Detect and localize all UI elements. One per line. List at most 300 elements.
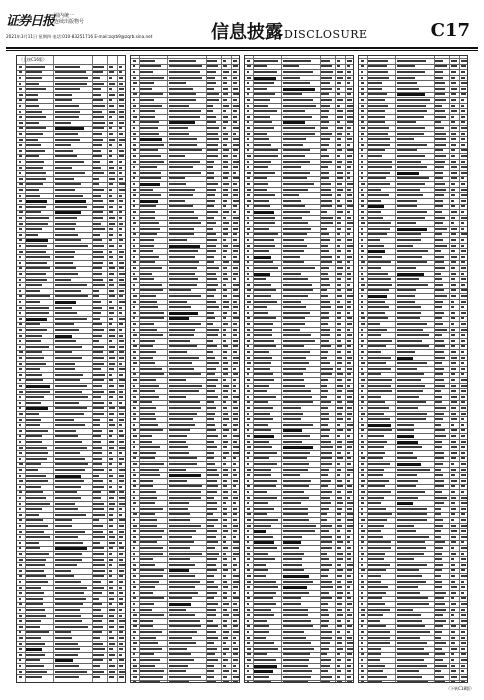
- table-cell-text: [321, 261, 332, 263]
- table-cell-text: [337, 396, 341, 398]
- table-cell-text: [169, 390, 200, 392]
- table-cell-text: [26, 609, 45, 611]
- table-cell-text: [451, 351, 457, 353]
- table-cell-text: [347, 306, 352, 308]
- table-cell-text: [283, 329, 301, 331]
- table-cell-text: [361, 469, 365, 471]
- table-cell-text: [109, 547, 113, 549]
- table-cell-text: [55, 643, 78, 645]
- table-cell-text: [133, 597, 137, 599]
- table-cell-text: [451, 362, 456, 364]
- table-cell-text: [461, 586, 465, 588]
- table-cell-text: [140, 65, 161, 67]
- table-cell-text: [93, 536, 105, 538]
- table-cell-text: [347, 205, 353, 207]
- table-cell-text: [361, 289, 364, 291]
- table-row-divider: [131, 640, 239, 641]
- table-cell-text: [283, 625, 313, 627]
- table-cell-text: [435, 323, 443, 325]
- table-cell-text: [133, 329, 135, 331]
- table-cell-text: [283, 273, 301, 275]
- continued-from-label: （上接C16版）: [19, 57, 47, 62]
- table-row-divider: [359, 472, 467, 473]
- table-cell-text: [133, 93, 137, 95]
- table-cell-text: [19, 351, 23, 353]
- table-cell-text: [368, 536, 382, 538]
- table-row-divider: [245, 612, 353, 613]
- table-cell-text: [283, 429, 302, 432]
- table-cell-text: [397, 446, 422, 448]
- table-cell-text: [361, 362, 365, 364]
- table-cell-text: [247, 575, 251, 577]
- table-cell-text: [347, 429, 352, 431]
- table-cell-text: [397, 631, 430, 633]
- table-cell-text: [26, 374, 42, 376]
- table-cell-text: [140, 620, 153, 622]
- table-cell-text: [109, 581, 114, 583]
- table-cell-text: [347, 541, 350, 543]
- table-row-divider: [245, 276, 353, 277]
- table-cell-text: [321, 614, 329, 616]
- table-cell-text: [26, 620, 41, 622]
- table-row-divider: [131, 360, 239, 361]
- table-cell-text: [55, 340, 76, 342]
- table-cell-text: [133, 670, 137, 672]
- table-cell-text: [337, 351, 342, 353]
- table-cell-text: [169, 289, 192, 291]
- table-cell-text: [451, 82, 456, 84]
- table-cell-text: [55, 514, 86, 516]
- table-cell-text: [140, 357, 153, 359]
- table-cell-text: [109, 637, 114, 639]
- table-cell-text: [207, 446, 217, 448]
- table-cell-text: [435, 278, 441, 280]
- table-cell-text: [368, 278, 391, 280]
- table-cell-text: [337, 670, 341, 672]
- table-cell-text: [451, 166, 457, 168]
- table-cell-text: [321, 155, 329, 157]
- table-cell-text: [254, 368, 270, 370]
- table-cell-text: [247, 659, 251, 661]
- table-cell-text: [140, 306, 158, 308]
- table-cell-text: [435, 558, 441, 560]
- table-cell-text: [133, 429, 136, 431]
- table-cell-text: [347, 586, 350, 588]
- table-cell-text: [451, 541, 456, 543]
- table-cell-text: [461, 329, 467, 331]
- table-cell-text: [368, 172, 390, 174]
- table-cell-text: [19, 211, 23, 213]
- table-cell-text: [93, 637, 100, 639]
- table-cell-text: [368, 155, 381, 157]
- table-cell-text: [247, 497, 250, 499]
- table-cell-text: [207, 60, 217, 62]
- table-cell-text: [133, 592, 135, 594]
- table-cell-text: [347, 261, 351, 263]
- table-cell-text: [93, 609, 101, 611]
- table-cell-text: [254, 418, 273, 420]
- table-row-divider: [131, 545, 239, 546]
- table-cell-text: [109, 564, 113, 566]
- table-cell-text: [207, 435, 217, 437]
- table-cell-text: [254, 222, 275, 224]
- table-cell-text: [461, 82, 467, 84]
- table-cell-text: [435, 452, 444, 454]
- table-cell-text: [223, 446, 227, 448]
- table-cell-text: [254, 306, 267, 308]
- table-cell-text: [254, 177, 267, 179]
- table-cell-text: [435, 424, 441, 426]
- table-cell-text: [461, 166, 467, 168]
- table-cell-text: [109, 273, 114, 275]
- table-cell-text: [133, 194, 136, 196]
- table-cell-text: [55, 486, 81, 488]
- table-cell-text: [283, 519, 309, 521]
- table-cell-text: [337, 441, 343, 443]
- table-cell-text: [283, 183, 315, 185]
- table-cell-text: [93, 295, 99, 297]
- table-cell-text: [283, 648, 314, 650]
- table-cell-text: [169, 575, 195, 577]
- table-cell-text: [26, 94, 38, 96]
- table-cell-text: [26, 536, 50, 538]
- table-cell-text: [337, 217, 341, 219]
- table-cell-text: [133, 362, 137, 364]
- table-cell-text: [283, 172, 310, 174]
- table-cell-text: [119, 452, 123, 454]
- table-cell-text: [169, 642, 196, 644]
- table-cell-text: [119, 290, 125, 292]
- table-row-divider: [245, 556, 353, 557]
- table-cell-text: [223, 177, 228, 179]
- table-cell-text: [461, 558, 467, 560]
- table-cell-text: [347, 245, 353, 247]
- table-cell-text: [397, 110, 427, 112]
- table-row-divider: [131, 332, 239, 333]
- table-cell-text: [368, 665, 385, 667]
- table-cell-text: [19, 318, 22, 320]
- table-cell-text: [368, 239, 380, 241]
- table-row-divider: [17, 198, 125, 199]
- table-cell-text: [337, 71, 343, 73]
- table-cell-text: [19, 603, 23, 605]
- table-cell-text: [361, 71, 364, 73]
- table-cell-text: [207, 513, 213, 515]
- table-cell-text: [223, 441, 229, 443]
- table-cell-text: [361, 345, 363, 347]
- table-cell-text: [169, 183, 186, 185]
- table-row-divider: [17, 327, 125, 328]
- table-row-divider: [17, 663, 125, 664]
- table-cell-text: [55, 133, 78, 135]
- table-cell-text: [397, 553, 424, 555]
- table-cell-text: [368, 65, 387, 67]
- table-cell-text: [283, 401, 313, 403]
- table-cell-text: [368, 82, 382, 84]
- table-cell-text: [233, 558, 237, 560]
- table-cell-text: [361, 233, 363, 235]
- table-row-divider: [359, 220, 467, 221]
- table-cell-text: [254, 379, 274, 381]
- table-cell-text: [169, 217, 198, 219]
- table-cell-text: [55, 251, 76, 253]
- table-cell-text: [247, 385, 250, 387]
- table-cell-text: [254, 519, 278, 521]
- table-cell-text: [461, 637, 465, 639]
- table-cell-text: [397, 508, 428, 510]
- table-cell-text: [461, 525, 467, 527]
- table-cell-text: [55, 615, 81, 617]
- table-cell-text: [361, 620, 364, 622]
- newspaper-logo: 证券日报: [6, 14, 55, 29]
- table-cell-text: [233, 553, 239, 555]
- table-cell-text: [140, 261, 155, 263]
- table-cell-text: [140, 345, 153, 347]
- table-cell-text: [461, 60, 468, 62]
- table-cell-text: [247, 665, 249, 667]
- table-cell-text: [321, 547, 332, 549]
- table-cell-text: [140, 469, 159, 471]
- table-cell-text: [223, 340, 226, 342]
- table-cell-text: [169, 441, 186, 443]
- table-cell-text: [435, 133, 446, 135]
- table-cell-text: [368, 452, 385, 454]
- table-cell-text: [361, 463, 365, 465]
- table-cell-text: [109, 407, 115, 409]
- table-cell-text: [461, 497, 467, 499]
- table-cell-text: [133, 189, 136, 191]
- table-cell-text: [55, 575, 74, 577]
- table-cell-text: [26, 603, 43, 605]
- table-cell-text: [347, 390, 353, 392]
- table-cell-text: [397, 603, 430, 605]
- table-cell-text: [435, 273, 441, 275]
- table-cell-text: [19, 620, 22, 622]
- table-cell-text: [321, 278, 329, 280]
- table-cell-text: [347, 200, 353, 202]
- table-cell-text: [26, 183, 43, 185]
- table-cell-text: [133, 88, 136, 90]
- table-cell-text: [119, 256, 123, 258]
- table-cell-text: [451, 172, 457, 174]
- table-cell-text: [337, 317, 341, 319]
- table-cell-text: [283, 592, 309, 594]
- table-cell-text: [321, 525, 332, 527]
- table-cell-text: [361, 351, 364, 353]
- table-cell-text: [435, 127, 444, 129]
- table-cell-text: [233, 547, 239, 549]
- table-cell-text: [397, 609, 413, 611]
- table-cell-text: [109, 671, 115, 673]
- table-cell-text: [233, 536, 237, 538]
- table-cell-text: [19, 536, 21, 538]
- table-cell-text: [133, 581, 136, 583]
- table-cell-text: [119, 497, 126, 499]
- table-cell-text: [169, 138, 197, 140]
- table-cell-text: [337, 497, 342, 499]
- table-cell-text: [283, 245, 307, 247]
- table-cell-text: [361, 513, 363, 515]
- table-cell-text: [321, 642, 330, 644]
- table-cell-text: [233, 648, 238, 650]
- table-cell-text: [435, 93, 445, 95]
- table-cell-text: [93, 407, 104, 409]
- table-cell-text: [368, 379, 392, 381]
- table-cell-text: [361, 480, 365, 482]
- table-cell-text: [361, 93, 364, 95]
- table-cell-text: [254, 670, 273, 673]
- table-cell-text: [19, 346, 22, 348]
- table-cell-text: [397, 469, 430, 471]
- table-cell-text: [109, 665, 115, 667]
- table-cell-text: [283, 575, 309, 578]
- table-cell-text: [368, 245, 384, 247]
- table-cell-text: [133, 642, 137, 644]
- table-cell-text: [347, 323, 352, 325]
- table-cell-text: [283, 385, 305, 387]
- table-cell-text: [397, 200, 417, 202]
- table-cell-text: [347, 631, 351, 633]
- table-cell-text: [361, 637, 363, 639]
- table-cell-text: [461, 239, 464, 241]
- table-cell-text: [93, 469, 104, 471]
- table-cell-text: [223, 547, 229, 549]
- table-cell-text: [233, 569, 236, 571]
- table-cell-text: [119, 547, 125, 549]
- table-cell-text: [19, 189, 23, 191]
- table-cell-text: [247, 273, 249, 275]
- table-cell-text: [19, 407, 21, 409]
- table-cell-text: [247, 149, 250, 151]
- table-cell-text: [207, 659, 218, 661]
- table-row-divider: [359, 125, 467, 126]
- table-cell-text: [283, 379, 304, 381]
- table-cell-text: [283, 149, 310, 151]
- table-cell-text: [337, 65, 341, 67]
- table-cell-text: [283, 418, 301, 420]
- table-row-divider: [245, 192, 353, 193]
- table-row-divider: [131, 136, 239, 137]
- table-cell-text: [169, 284, 197, 286]
- table-cell-text: [451, 217, 455, 219]
- table-cell-text: [283, 457, 307, 459]
- table-cell-text: [347, 681, 352, 683]
- table-cell-text: [140, 665, 155, 667]
- table-cell-text: [223, 373, 228, 375]
- table-cell-text: [254, 390, 267, 392]
- table-row-divider: [359, 612, 467, 613]
- table-cell-text: [461, 368, 465, 370]
- table-cell-text: [368, 334, 381, 336]
- table-cell-text: [55, 178, 74, 180]
- table-cell-text: [397, 301, 415, 303]
- table-cell-text: [93, 183, 99, 185]
- table-cell-text: [461, 273, 465, 275]
- table-row-divider: [245, 528, 353, 529]
- table-cell-text: [133, 653, 135, 655]
- table-cell-text: [55, 346, 82, 348]
- table-cell-text: [93, 318, 99, 320]
- table-cell-text: [233, 289, 238, 291]
- table-cell-text: [223, 245, 228, 247]
- table-cell-text: [254, 93, 274, 95]
- table-cell-text: [368, 592, 386, 594]
- table-cell-text: [233, 614, 239, 616]
- table-cell-text: [26, 480, 48, 482]
- table-cell-text: [169, 88, 193, 90]
- table-cell-text: [283, 345, 304, 347]
- table-cell-text: [140, 245, 154, 247]
- table-cell-text: [321, 368, 333, 370]
- table-cell-text: [461, 435, 465, 437]
- table-cell-text: [435, 161, 444, 163]
- table-cell-text: [254, 564, 266, 566]
- table-cell-text: [119, 239, 124, 241]
- table-cell-text: [247, 189, 251, 191]
- table-cell-text: [55, 223, 76, 225]
- table-cell-text: [19, 508, 22, 510]
- table-cell-text: [461, 88, 466, 90]
- table-cell-text: [119, 94, 124, 96]
- table-cell-text: [223, 659, 228, 661]
- table-cell-text: [55, 77, 88, 79]
- table-cell-text: [435, 670, 441, 672]
- table-cell-text: [93, 122, 104, 124]
- table-cell-text: [26, 676, 42, 678]
- table-cell-text: [283, 390, 311, 392]
- table-cell-text: [247, 144, 249, 146]
- table-cell-text: [133, 239, 135, 241]
- table-cell-text: [461, 670, 464, 672]
- table-cell-text: [233, 653, 238, 655]
- table-cell-text: [368, 233, 387, 235]
- table-cell-text: [133, 228, 136, 230]
- table-cell-text: [109, 77, 112, 79]
- table-cell-text: [119, 346, 124, 348]
- table-cell-text: [26, 379, 43, 381]
- table-cell-text: [254, 485, 275, 487]
- table-cell-text: [451, 659, 455, 661]
- table-cell-text: [109, 267, 115, 269]
- table-cell-text: [368, 564, 390, 566]
- table-cell-text: [254, 463, 277, 465]
- table-cell-text: [337, 289, 342, 291]
- table-cell-text: [26, 329, 47, 331]
- table-cell-text: [119, 654, 123, 656]
- table-cell-text: [337, 379, 343, 381]
- table-cell-text: [435, 625, 443, 627]
- table-cell-text: [337, 127, 344, 129]
- table-cell-text: [435, 642, 445, 644]
- table-cell-text: [140, 670, 164, 672]
- table-cell-text: [451, 491, 455, 493]
- table-cell-text: [233, 127, 239, 129]
- table-cell-text: [397, 547, 426, 549]
- table-cell-text: [133, 536, 137, 538]
- table-cell-text: [223, 379, 227, 381]
- table-cell-text: [169, 189, 196, 191]
- table-cell-text: [223, 525, 228, 527]
- table-row-divider: [17, 355, 125, 356]
- table-cell-text: [140, 502, 155, 504]
- table-cell-text: [133, 82, 137, 84]
- table-cell-text: [26, 99, 38, 101]
- table-cell-text: [368, 323, 380, 325]
- table-cell-text: [26, 475, 46, 477]
- table-cell-text: [26, 626, 40, 628]
- table-cell-text: [140, 149, 158, 151]
- table-cell-text: [347, 530, 352, 532]
